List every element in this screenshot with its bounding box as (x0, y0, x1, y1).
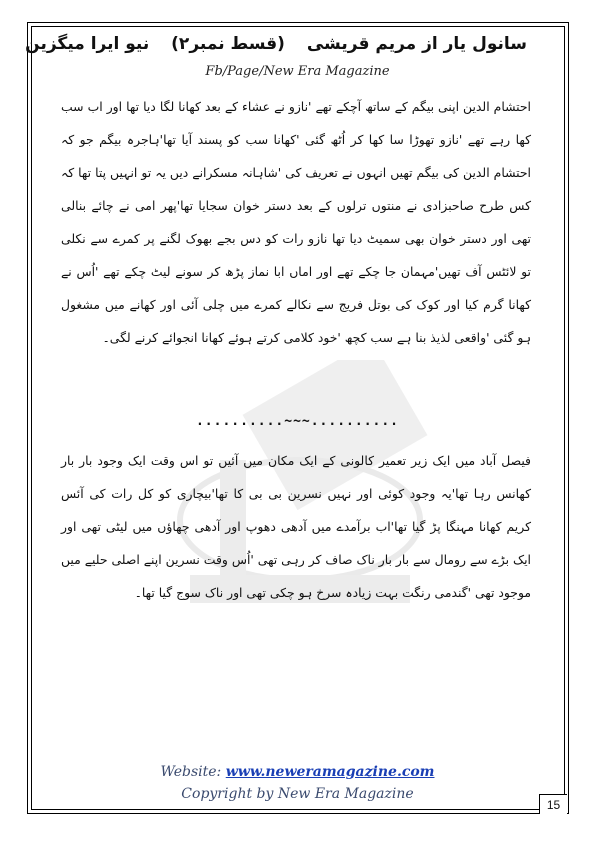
header-magazine-name: نیو ایرا میگزین (25, 34, 150, 54)
footer-copyright: Copyright by New Era Magazine (181, 786, 414, 802)
page-number: 15 (539, 794, 567, 814)
facebook-page-label: Fb/Page/New Era Magazine (205, 64, 390, 79)
story-paragraph-1: احتشام الدین اپنی بیگم کے ساتھ آچکے تھے 'نازو نے عشاء کے بعد کھانا لگا دیا تھا اور اب سب کھا رہے تھے 'نازو تھوڑا سا کھا کر اُٹھ گئی 'کھانا سب کو پسند آیا تھا'ہاجرہ بیگم جو کہ احتشام الدین کی بیگم تھیں انہوں نے تعریف کی 'شاہانہ مسکرانے دیں یہ تو انہیں پتا تھا کہ کس طرح صاحبزادی نے منتوں ترلوں کے بعد دستر خوان سجایا تھا'پھر امی نے چائے بنالی تھی اور دستر خوان بھی سمیٹ دیا تھا نازو رات کو دس بجے بھوک لگنے پر کمرے سے نکلی تو لائٹس آف تھیں'مہمان جا چکے تھے اور اماں ابا نماز پڑھ کر سونے لیٹ چکے تھے 'اُس نے کھانا گرم کیا اور کوک کی بوتل فریج سے نکالے کمرے میں چلی آئی اور کھانے میں مشغول ہو گئی 'واقعی لذیذ بنا ہے سب کچھ 'خود کلامی کرتے ہوئے کھانا انجوائے کرنے لگی۔ (61, 99, 531, 345)
page-header (25, 34, 535, 54)
story-paragraph-2: فیصل آباد میں ایک زیر تعمیر کالونی کے ایک مکان میں آئیں تو اس وقت ایک وجود بار بار کھانس رہا تھا'یہ وجود کوئی اور نہیں نسرین بی بی کا تھا'بیچاری کو کل رات کی آئس کریم کھانا مہنگا پڑ گیا تھا'اب برآمدے میں آدھی دھوپ اور آدھی چھاؤں میں لیٹی تھی اور ایک بڑے سے رومال سے بار بار ناک صاف کر رہی تھی 'اُس وقت نسرین اپنے اصلی حلیے میں موجود تھی 'گندمی رنگت بہت زیادہ سرخ ہو چکی تھی اور ناک سوج گیا تھا۔ (61, 453, 531, 600)
header-episode: (قسط نمبر۲) (171, 34, 285, 54)
section-divider: ..........~~~.......... (195, 414, 399, 429)
footer-website (0, 764, 595, 780)
website-label: Website: (160, 764, 222, 780)
website-link[interactable]: www.neweramagazine.com (225, 764, 435, 780)
header-story-title: سانول یار از مریم قریشی (306, 34, 527, 54)
